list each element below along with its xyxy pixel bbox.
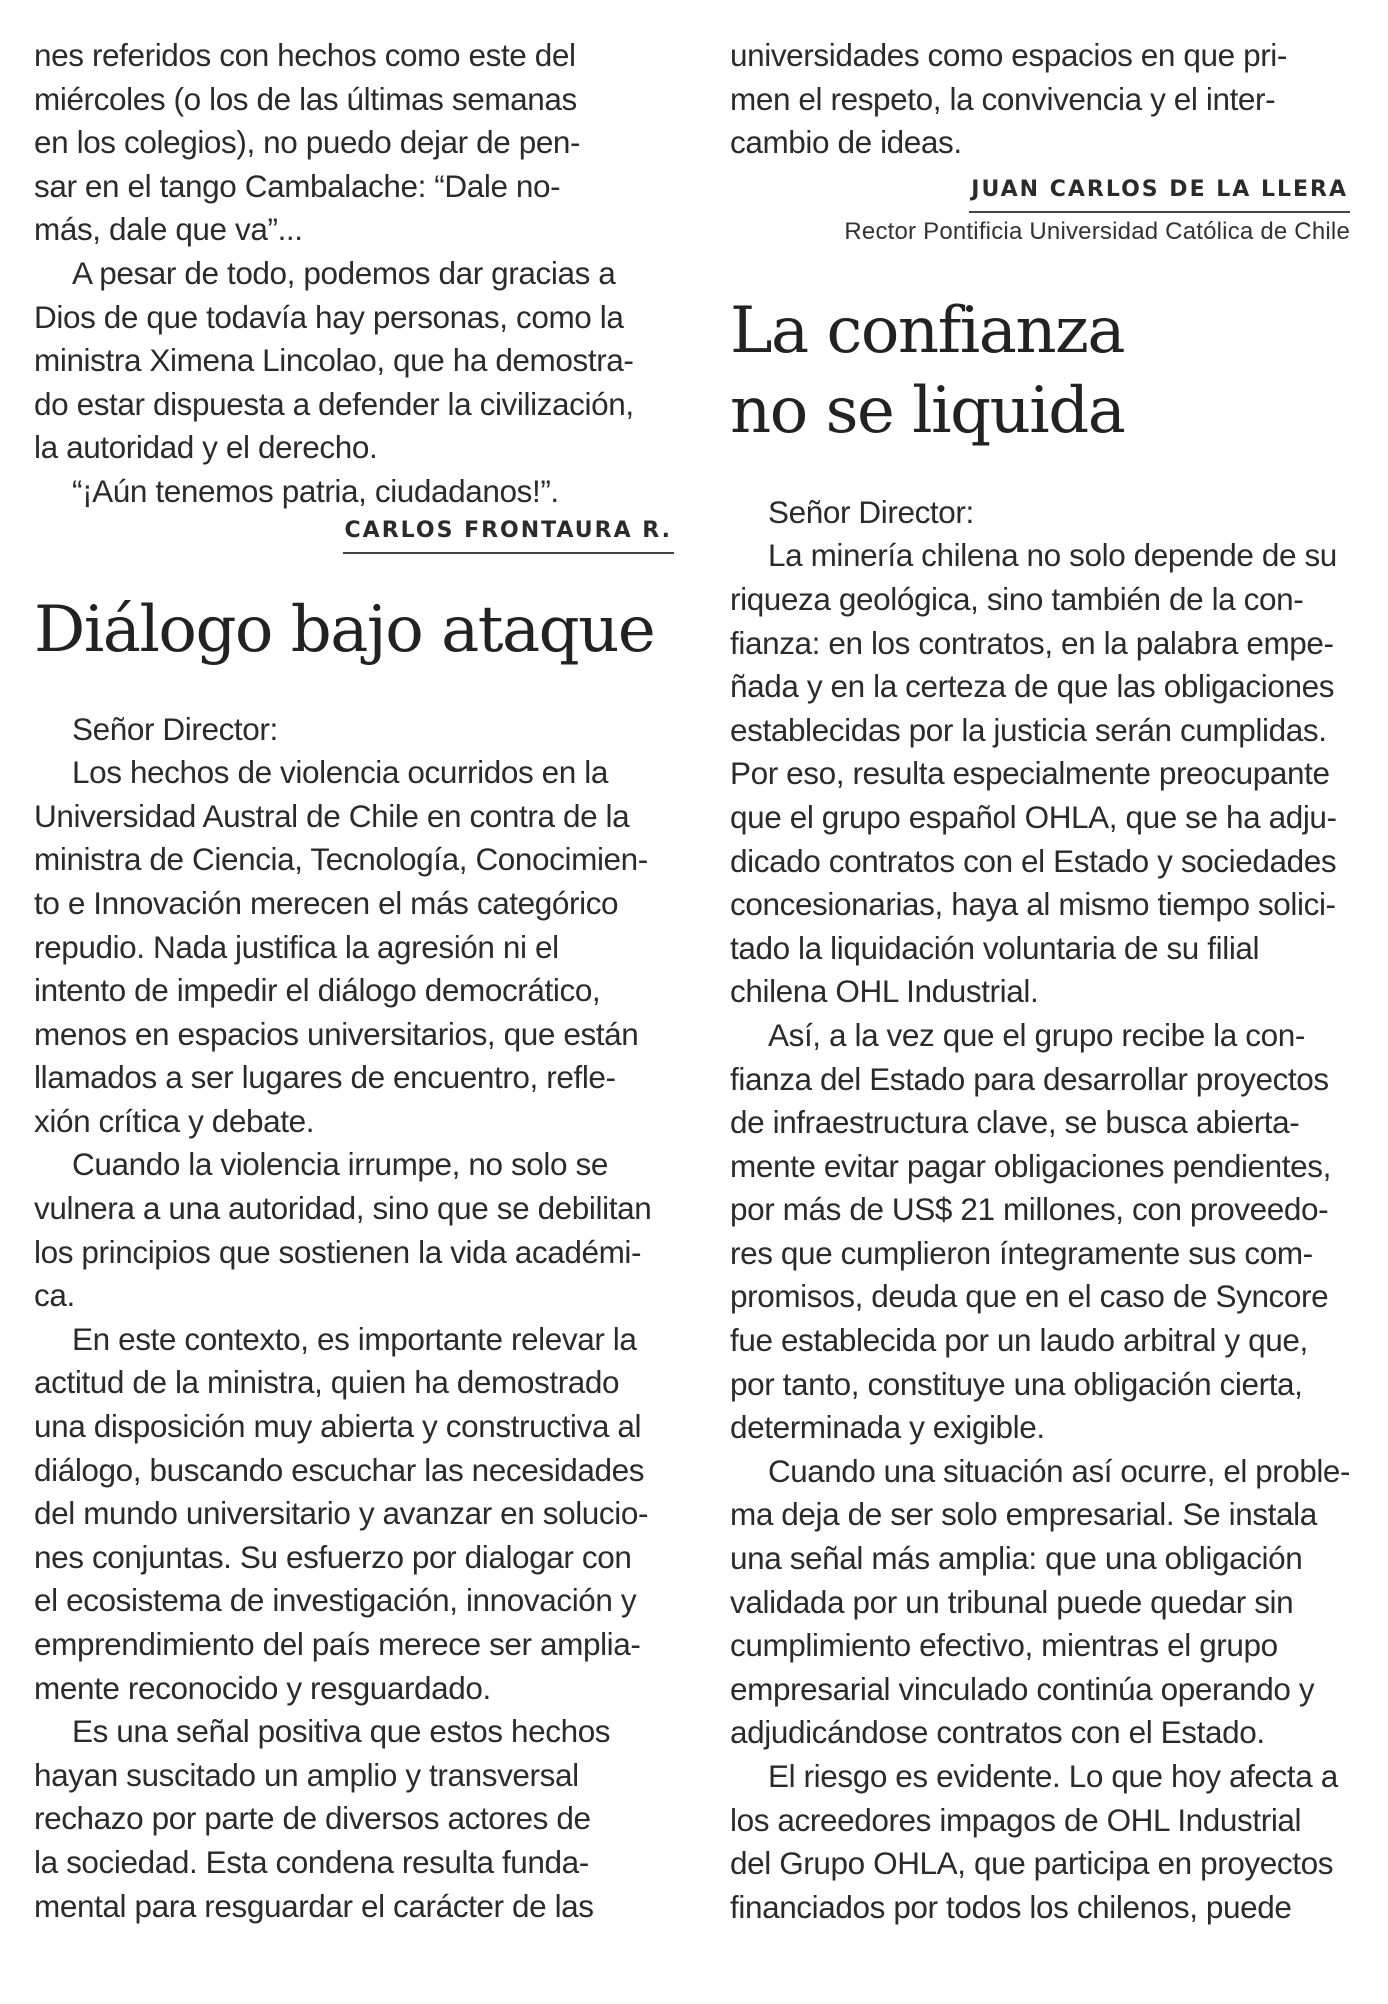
- letter-continuation-paragraph: [730, 34, 1350, 165]
- text-line: dicado contratos con el Estado y sociedades: [730, 842, 1337, 879]
- paragraph: [34, 1318, 674, 1710]
- left-column: [34, 34, 674, 1928]
- text-line: por tanto, constituye una obligación cierta,: [730, 1365, 1303, 1402]
- text-line: Es una señal positiva que estos hechos: [72, 1713, 611, 1750]
- text-line: una señal más amplia: que una obligación: [730, 1540, 1303, 1577]
- text-line: Universidad Austral de Chile en contra de la: [34, 797, 630, 834]
- paragraph: [730, 534, 1350, 1014]
- text-line: Cuando una situación así ocurre, el proble-: [768, 1452, 1350, 1489]
- text-line: emprendimiento del país merece ser amplia-: [34, 1626, 641, 1662]
- author-signature: [730, 173, 1350, 213]
- paragraph: [34, 751, 674, 1143]
- text-line: sar en el tango Cambalache: “Dale no-: [34, 167, 561, 204]
- text-line: más, dale que va”...: [34, 211, 303, 248]
- headline-line: no se liquida: [730, 373, 1125, 448]
- text-line: repudio. Nada justifica la agresión ni el: [34, 928, 559, 965]
- text-line: la autoridad y el derecho.: [34, 429, 378, 466]
- letter-continuation-paragraph: [34, 34, 674, 252]
- text-line: to e Innovación merecen el más categórico: [34, 884, 619, 921]
- text-line: determinada y exigible.: [730, 1409, 1045, 1446]
- salutation: Señor Director:: [72, 710, 278, 747]
- text-line: “¡Aún tenemos patria, ciudadanos!”.: [72, 472, 559, 509]
- text-line: de infraestructura clave, se busca abierta-: [730, 1104, 1300, 1141]
- text-line: vulnera a una autoridad, sino que se debilitan: [34, 1190, 652, 1227]
- author-signature: [34, 514, 674, 554]
- text-line: tado la liquidación voluntaria de su filial: [730, 929, 1260, 966]
- text-line: Así, a la vez que el grupo recibe la con-: [768, 1016, 1305, 1053]
- text-line: el ecosistema de investigación, innovación y: [34, 1582, 637, 1619]
- text-line: fianza del Estado para desarrollar proyectos: [730, 1060, 1329, 1097]
- author-role: Rector Pontificia Universidad Católica de Chile: [844, 217, 1350, 245]
- text-line: intento de impedir el diálogo democrático,: [34, 972, 601, 1009]
- text-line: ñada y en la certeza de que las obligaciones: [730, 668, 1335, 705]
- text-line: riqueza geológica, sino también de la con-: [730, 580, 1304, 617]
- paragraph: [34, 1143, 674, 1317]
- text-line: llamados a ser lugares de encuentro, refle-: [34, 1059, 616, 1096]
- text-line: la sociedad. Esta condena resulta funda-: [34, 1843, 589, 1880]
- paragraph: [34, 1710, 674, 1928]
- text-line: mental para resguardar el carácter de las: [34, 1887, 594, 1924]
- text-line: nes referidos con hechos como este del: [34, 37, 576, 73]
- paragraph: [730, 1755, 1350, 1929]
- text-line: por más de US$ 21 millones, con proveedo-: [730, 1191, 1329, 1228]
- text-line: concesionarias, haya al mismo tiempo solici-: [730, 886, 1336, 923]
- right-column: [730, 34, 1350, 1929]
- text-line: los acreedores impagos de OHL Industrial: [730, 1801, 1302, 1838]
- text-line: financiados por todos los chilenos, puede: [730, 1888, 1292, 1925]
- text-line: diálogo, buscando escuchar las necesidades: [34, 1451, 645, 1488]
- text-line: miércoles (o los de las últimas semanas: [34, 80, 577, 117]
- text-line: cumplimiento efectivo, mientras el grupo: [730, 1627, 1278, 1664]
- headline-line: La confianza: [730, 293, 1124, 368]
- author-name: CARLOS FRONTAURA R.: [343, 514, 674, 554]
- text-line: chilena OHL Industrial.: [730, 973, 1039, 1010]
- letter-continuation-paragraph: [34, 252, 674, 470]
- text-line: rechazo por parte de diversos actores de: [34, 1800, 591, 1837]
- author-name: JUAN CARLOS DE LA LLERA: [969, 173, 1350, 213]
- text-line: Cuando la violencia irrumpe, no solo se: [72, 1146, 608, 1183]
- text-line: nes conjuntas. Su esfuerzo por dialogar con: [34, 1538, 632, 1575]
- text-line: que el grupo español OHLA, que se ha adju-: [730, 798, 1337, 835]
- text-line: del mundo universitario y avanzar en solucio-: [34, 1495, 649, 1532]
- text-line: fue establecida por un laudo arbitral y que,: [730, 1322, 1308, 1359]
- text-line: La minería chilena no solo depende de su: [768, 537, 1337, 574]
- paragraph: [730, 1014, 1350, 1450]
- text-line: ca.: [34, 1277, 75, 1314]
- text-line: del Grupo OHLA, que participa en proyectos: [730, 1845, 1334, 1882]
- text-line: mente reconocido y resguardado.: [34, 1669, 491, 1706]
- text-line: mente evitar pagar obligaciones pendientes,: [730, 1147, 1331, 1184]
- text-line: establecidas por la justicia serán cumplidas.: [730, 711, 1327, 748]
- text-line: El riesgo es evidente. Lo que hoy afecta a: [768, 1758, 1338, 1794]
- text-line: En este contexto, es importante relevar la: [72, 1320, 637, 1357]
- text-line: res que cumplieron íntegramente sus com-: [730, 1234, 1313, 1271]
- text-line: una disposición muy abierta y constructiva al: [34, 1408, 642, 1445]
- text-line: los principios que sostienen la vida académi-: [34, 1233, 642, 1270]
- text-line: universidades como espacios en que pri-: [730, 37, 1287, 73]
- text-line: adjudicándose contratos con el Estado.: [730, 1714, 1265, 1751]
- text-line: empresarial vinculado continúa operando y: [730, 1670, 1315, 1707]
- text-line: cambio de ideas.: [730, 124, 962, 161]
- article-headline: [730, 291, 1350, 451]
- salutation: Señor Director:: [768, 493, 974, 530]
- text-line: ma deja de ser solo empresarial. Se instala: [730, 1496, 1317, 1533]
- text-line: actitud de la ministra, quien ha demostrado: [34, 1364, 620, 1401]
- text-line: Los hechos de violencia ocurridos en la: [72, 754, 608, 791]
- letter-body: [34, 708, 674, 1929]
- text-line: Por eso, resulta especialmente preocupante: [730, 755, 1330, 792]
- letter-continuation-paragraph: [34, 470, 674, 514]
- text-line: Dios de que todavía hay personas, como la: [34, 298, 624, 335]
- letter-body: [730, 491, 1350, 1930]
- text-line: menos en espacios universitarios, que están: [34, 1015, 639, 1052]
- text-line: ministra Ximena Lincolao, que ha demostra-: [34, 342, 634, 379]
- text-line: promisos, deuda que en el caso de Syncore: [730, 1278, 1329, 1315]
- text-line: ministra de Ciencia, Tecnología, Conocimien-: [34, 841, 648, 878]
- text-line: do estar dispuesta a defender la civilización,: [34, 385, 634, 422]
- text-line: en los colegios), no puedo dejar de pen-: [34, 124, 581, 161]
- article-headline: Diálogo bajo ataque: [34, 592, 655, 667]
- text-line: A pesar de todo, podemos dar gracias a: [72, 254, 616, 291]
- text-line: hayan suscitado un amplio y transversal: [34, 1756, 579, 1793]
- text-line: validada por un tribunal puede quedar sin: [730, 1583, 1294, 1620]
- text-line: fianza: en los contratos, en la palabra empe-: [730, 624, 1334, 661]
- text-line: men el respeto, la convivencia y el inter-: [730, 80, 1276, 117]
- paragraph: [730, 1450, 1350, 1755]
- text-line: xión crítica y debate.: [34, 1102, 315, 1139]
